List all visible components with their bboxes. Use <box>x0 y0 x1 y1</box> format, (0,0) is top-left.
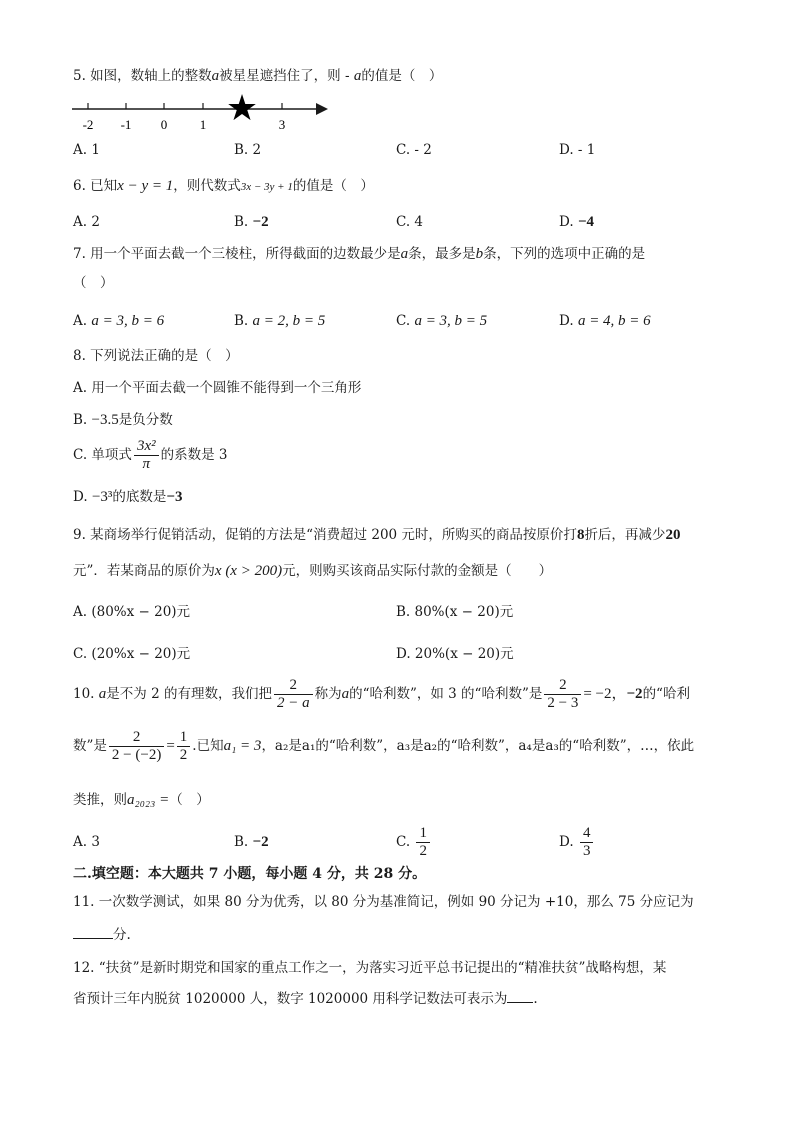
q5-option-d: D. - 1 <box>559 142 596 158</box>
q11-line1: 11. 一次数学测试，如果 80 分为优秀，以 80 分为基准简记，例如 90 分记为 +10，那么 75 分应记为 <box>73 894 694 910</box>
q6-option-a: A. 2 <box>73 214 100 230</box>
q5-option-a: A. 1 <box>73 142 100 158</box>
fraction: $\frac{2}{2 - 3}$ <box>544 677 581 712</box>
number-line <box>66 92 336 136</box>
axis-label: 3 <box>278 117 286 132</box>
section-heading: 二.填空题：本大题共 7 小题，每小题 4 分，共 28 分。 <box>73 866 427 882</box>
star-icon: ★ <box>225 92 259 129</box>
q7-option-d: D. a = 4, b = 6 <box>559 313 651 329</box>
q8-option-a: A. 用一个平面去截一个圆锥不能得到一个三角形 <box>73 380 362 396</box>
q7-stem: 7. 用一个平面去截一个三棱柱，所得截面的边数最少是a条，最多是b条，下列的选项中正确的是 <box>73 246 646 262</box>
axis-label: -2 <box>82 117 94 132</box>
q8-stem: 8. 下列说法正确的是（ ） <box>73 348 239 364</box>
axis-label: 0 <box>160 117 168 132</box>
q7-option-b: B. a = 2, b = 5 <box>234 313 326 329</box>
fraction: $\frac{2}{2 - (-2)}$ <box>109 729 164 764</box>
q9-option-d: D. 20%(x − 20)元 <box>396 646 514 662</box>
q6-option-c: C. 4 <box>396 214 424 230</box>
q9-option-b: B. 80%(x − 20)元 <box>396 604 514 620</box>
q10-line2: 数”是 $\frac{2}{2 - (-2)}$ = $\frac{1}{2}$ .已知a₁ = 3，a₂是a₁的“哈利数”，a₃是a₂的“哈利数”，a₄是a₃的“哈利数”，…，依此 <box>73 729 695 763</box>
q8-option-b: B. −3.5是负分数 <box>73 412 173 428</box>
axis-label: -1 <box>120 117 132 132</box>
q12-line2: 省预计三年内脱贫 1020000 人，数字 1020000 用科学记数法可表示为 . <box>73 988 538 1009</box>
q6-option-d: D. −4 <box>559 214 594 230</box>
q12-line1: 12. “扶贫”是新时期党和国家的重点工作之一，为落实习近平总书记提出的“精准扶贫”战略构想，某 <box>73 960 667 976</box>
q7-paren: （ ） <box>73 275 114 291</box>
q10-option-d: D. $\frac{4}{3}$ <box>559 822 595 862</box>
answer-blank[interactable] <box>507 988 533 1003</box>
q10-option-b: B. −2 <box>234 834 269 850</box>
q5-option-c: C. - 2 <box>396 142 432 158</box>
q9-line2: 元”．若某商品的原价为x (x > 200)元，则购买该商品实际付款的金额是（ ） <box>73 563 553 579</box>
fraction: $\frac{4}{3}$ <box>580 825 594 860</box>
fraction: $\frac{\text{3x²}}{\pi}$ <box>134 438 159 473</box>
q5-stem: 5. 如图，数轴上的整数a被星星遮挡住了，则 - a的值是（ ） <box>73 68 443 84</box>
q9-option-a: A. (80%x − 20)元 <box>73 604 191 620</box>
q6-stem: 6. 已知x − y = 1，则代数式3x − 3y + 1的值是（ ） <box>73 178 374 194</box>
fraction: $\frac{1}{2}$ <box>416 825 430 860</box>
answer-blank[interactable] <box>73 924 113 939</box>
q8-option-d: D. −3³的底数是−3 <box>73 489 183 505</box>
q9-option-c: C. (20%x − 20)元 <box>73 646 191 662</box>
q5-option-b: B. 2 <box>234 142 262 158</box>
q7-option-a: A. a = 3, b = 6 <box>73 313 165 329</box>
q10-option-a: A. 3 <box>73 834 100 850</box>
axis-label: 1 <box>199 117 207 132</box>
q10-line3: 类推，则a₂₀₂₃ =（ ） <box>73 792 210 808</box>
fraction: $\frac{2}{2 - a}$ <box>274 677 313 712</box>
q8-option-c: C. 单项式 $\frac{\text{3x²}}{\pi}$ 的系数是 3 <box>73 438 228 472</box>
q7-option-c: C. a = 3, b = 5 <box>396 313 488 329</box>
q10-option-c: C. $\frac{1}{2}$ <box>396 822 432 862</box>
q11-line2: 分. <box>73 924 131 945</box>
q9-line1: 9. 某商场举行促销活动，促销的方法是“消费超过 200 元时，所购买的商品按原价打8折后，再减少20 <box>73 527 681 543</box>
q6-option-b: B. −2 <box>234 214 269 230</box>
q10-line1: 10. a是不为 2 的有理数，我们把 $\frac{2}{2 - a}$ 称为a的“哈利数”，如 3 的“哈利数”是 $\frac{2}{2 - 3}$ = −2，−2的“哈利 <box>73 677 690 711</box>
fraction: $\frac{1}{2}$ <box>177 729 191 764</box>
